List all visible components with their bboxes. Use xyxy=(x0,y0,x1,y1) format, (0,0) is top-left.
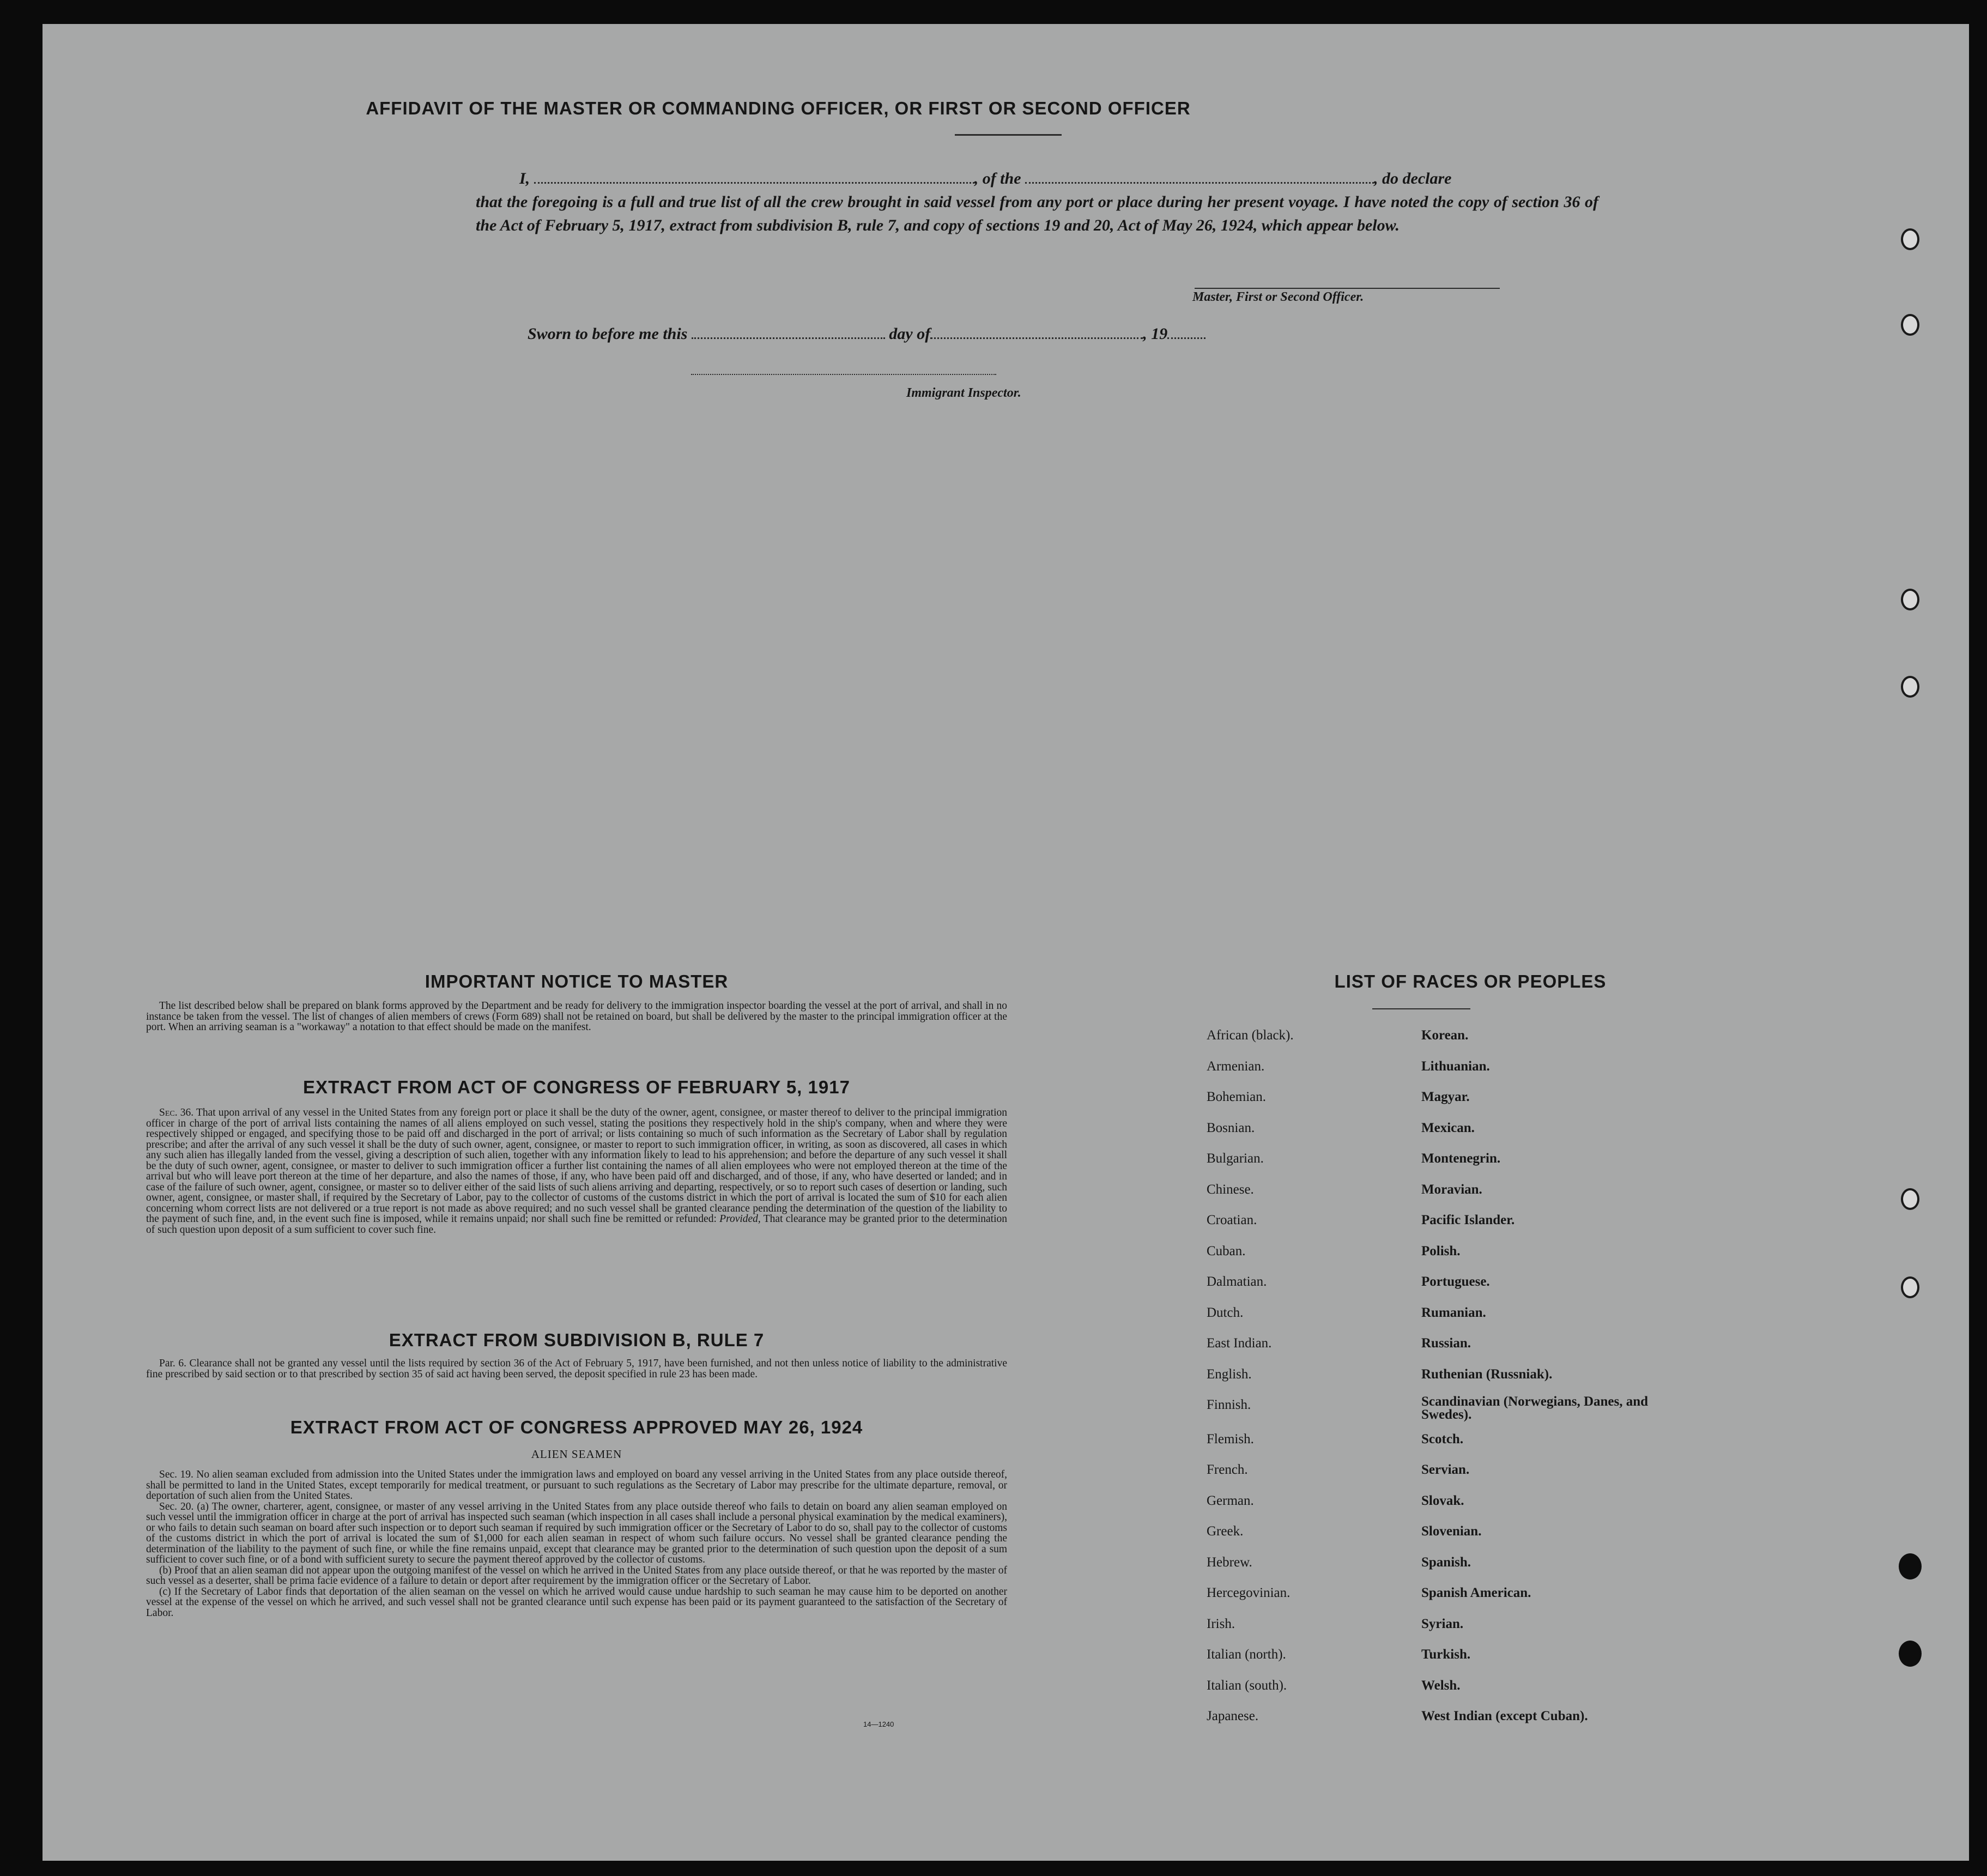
affidavit-of-the-label: , of the xyxy=(974,170,1021,187)
race-item: Moravian. xyxy=(1421,1182,1482,1197)
race-item: Servian. xyxy=(1421,1462,1470,1477)
race-item: Spanish American. xyxy=(1421,1585,1531,1600)
race-item: East Indian. xyxy=(1207,1336,1272,1351)
race-item: Slovak. xyxy=(1421,1493,1464,1508)
race-item: French. xyxy=(1207,1462,1248,1477)
race-item: Croatian. xyxy=(1207,1213,1257,1227)
race-item: Greek. xyxy=(1207,1524,1244,1539)
binder-hole xyxy=(1901,589,1919,610)
binder-hole xyxy=(1901,314,1919,336)
race-item: Magyar. xyxy=(1421,1090,1470,1104)
sworn-prefix: Sworn to before me this xyxy=(528,325,688,343)
binder-hole xyxy=(1899,1641,1922,1667)
notice-text-block xyxy=(146,1001,1007,1033)
vessel-blank xyxy=(1025,166,1374,184)
race-item: Scotch. xyxy=(1421,1431,1464,1447)
races-title: LIST OF RACES OR PEOPLES xyxy=(1334,971,1607,991)
extract-rule7-title: EXTRACT FROM SUBDIVISION B, RULE 7 xyxy=(389,1330,765,1350)
affidavit-title: AFFIDAVIT OF THE MASTER OR COMMANDING OFFICER, OR FIRST OR SECOND OFFICER xyxy=(366,98,1191,118)
race-item: Italian (north). xyxy=(1207,1647,1286,1662)
rule7-text: Par. 6. Clearance shall not be granted any vessel until the lists required by section 36 of the Act of February 5, 1917, have been furnished, and not then unless notice of liability to the administrative fine prescribed by said section or to that prescribed by section 35 of said act having been served, the deposit specified in rule 23 has been made. xyxy=(146,1358,1007,1380)
race-item: Dalmatian. xyxy=(1207,1274,1267,1289)
affidavit-declare-label: , do declare xyxy=(1374,170,1452,187)
affidavit-i-label: I, xyxy=(519,170,530,187)
extract-rule7-block xyxy=(146,1358,1007,1379)
sworn-day-label: day of xyxy=(889,325,931,343)
race-item: Montenegrin. xyxy=(1421,1151,1501,1166)
document-page xyxy=(43,24,1969,1861)
extract-1917-block xyxy=(146,1108,1007,1235)
race-item: Scandinavian (Norwegians, Danes, and Swedes). xyxy=(1421,1394,1649,1422)
race-item: Slovenian. xyxy=(1421,1524,1482,1539)
affidavit-body xyxy=(476,166,1598,237)
race-item: Bosnian. xyxy=(1207,1120,1255,1135)
sworn-month-blank xyxy=(930,321,1143,339)
race-item: Spanish. xyxy=(1421,1554,1471,1570)
race-item: Ruthenian (Russniak). xyxy=(1421,1366,1553,1382)
sworn-year-label: , 19 xyxy=(1143,325,1168,343)
sec-36-label: Sec. 36. xyxy=(159,1107,194,1118)
sec-36-text: That upon arrival of any vessel in the United States from any foreign port or place it shall be the duty of the owner, agent, consignee, or master thereof to deliver to the principal immigration officer in charge of the port of arrival lists containing the names of all aliens employed on such vessel, stating the positions they respectively hold in the ship's company, when and where they were respectively shipped or engaged, and specifying those to be paid off and discharged in the port of arrival; or lists containing so much of such information as the Secretary of Labor shall by regulation prescribe; and after the arrival of any such vessel it shall be the duty of such owner, agent, consignee, or master to report to such immigration officer, in writing, as soon as discovered, all cases in which any such alien has illegally landed from the vessel, giving a description of such alien, together with any information likely to lead to his apprehension; and before the departure of any such vessel it shall be the duty of such owner, agent, consignee, or master to deliver to such immigration officer a further list containing the names of all alien employees who were not employed thereon at the time of the arrival but who will leave port thereon at the time of her departure, and also the names of those, if any, who have been paid off and discharged, and of those, if any, who have deserted or landed; and in case of the failure of such owner, agent, consignee, or master so to deliver either of the said lists of such aliens arriving and departing, respectively, or so to report such cases of desertion or landing, such owner, agent, consignee, or master shall, if required by the Secretary of Labor, pay to the collector of customs of the customs district in which the port of arrival is located the sum of $10 for each alien concerning whom correct lists are not delivered or a true report is not made as above required; and no such vessel shall be granted clearance pending the determination of the question of the liability to the payment of such fine, and, in the event such fine is imposed, while it remains unpaid; nor shall such fine be remitted or refunded: xyxy=(146,1107,1007,1225)
race-item: Armenian. xyxy=(1207,1058,1265,1074)
master-signature-label: Master, First or Second Officer. xyxy=(1192,290,1364,304)
race-item: Korean. xyxy=(1421,1028,1469,1043)
race-item: Bulgarian. xyxy=(1207,1151,1264,1166)
sec-20a-text: Sec. 20. (a) The owner, charterer, agent, consignee, or master of any vessel arriving in the United States from any place outside thereof who fails to detain on board any alien seaman employed on such vessel until the immigration officer in charge at the port of arrival has inspected such seaman (which inspection in all cases shall include a personal physical examination by the medical examiners), or who fails to detain such seaman on board after such inspection or to deport such seaman if required by such immigration officer or the Secretary of Labor to do so, shall pay to the collector of customs of the customs district in which the port of arrival is located the sum of $1,000 for each alien seaman in respect of whom such failure occurs. No vessel shall be granted clearance pending the determination of the liability to the payment of such fine, or while the fine remains unpaid, except that clearance may be granted prior to the determination of such question upon the deposit of a sum sufficient to cover such fine, or of a bond with sufficient surety to secure the payment thereof approved by the collector of customs. xyxy=(146,1500,1007,1565)
binder-hole xyxy=(1901,1276,1919,1298)
race-item: Mexican. xyxy=(1421,1120,1475,1135)
race-item: Dutch. xyxy=(1207,1305,1244,1320)
provided-label: Provided, xyxy=(719,1213,761,1225)
affidavit-line-1 xyxy=(476,166,1598,190)
race-item: Irish. xyxy=(1207,1616,1235,1631)
alien-seamen-subtitle: ALIEN SEAMEN xyxy=(531,1448,622,1461)
name-blank xyxy=(534,166,974,184)
race-item: Italian (south). xyxy=(1207,1678,1287,1693)
race-item: Polish. xyxy=(1421,1243,1461,1258)
race-item: Flemish. xyxy=(1207,1431,1254,1447)
sec-20c-text: (c) If the Secretary of Labor finds that deportation of the alien seaman on the vessel on which he arrived would cause undue hardship to such seaman he may cause him to be deported on another vessel at the expense of the vessel on which he arrived, and such vessel shall not be granted clearance until such expense has been paid or its payment guaranteed to the satisfaction of the Secretary of Labor. xyxy=(146,1585,1007,1619)
race-item: Syrian. xyxy=(1421,1616,1464,1631)
race-item: West Indian (except Cuban). xyxy=(1421,1709,1588,1723)
race-item: Japanese. xyxy=(1207,1709,1259,1723)
binder-hole xyxy=(1901,228,1919,250)
affidavit-text: that the foregoing is a full and true list of all the crew brought in said vessel from any port or place during her present voyage. I have noted the copy of section 36 of the Act of February 5, 1917, extract from subdivision B, rule 7, and copy of sections 19 and 20, Act of May 26, 1924, which appear below. xyxy=(476,193,1598,234)
notice-text: The list described below shall be prepared on blank forms approved by the Department and be ready for delivery to the immigration inspector boarding the vessel at the port of arrival, and shall in no instance be taken from the vessel. The list of changes of alien members of crews (Form 689) shall not be retained on board, but shall be delivered by the master to the principal immigration officer at the port. When an arriving seaman is a "workaway" a notation to that effect should be made on the manifest. xyxy=(146,1000,1007,1033)
race-item: Chinese. xyxy=(1207,1182,1254,1197)
race-item: Hercegovinian. xyxy=(1207,1585,1291,1600)
inspector-signature-label: Immigrant Inspector. xyxy=(906,386,1021,400)
binder-hole xyxy=(1901,1188,1919,1210)
race-item: Lithuanian. xyxy=(1421,1058,1490,1074)
sec-20b-text: (b) Proof that an alien seaman did not appear upon the outgoing manifest of the vessel on which he arrived in the United States from any place outside thereof, or that he was reported by the master of such vessel as a deserter, shall be prima facie evidence of a failure to detain or deport after requirement by the immigration officer or the Secretary of Labor. xyxy=(146,1564,1007,1587)
extract-1917-title: EXTRACT FROM ACT OF CONGRESS OF FEBRUARY 5, 1917 xyxy=(303,1077,850,1097)
race-item: Pacific Islander. xyxy=(1421,1213,1515,1227)
notice-title: IMPORTANT NOTICE TO MASTER xyxy=(425,971,729,991)
race-item: Portuguese. xyxy=(1421,1274,1490,1289)
sec-19-text: Sec. 19. No alien seaman excluded from admission into the United States under the immigration laws and employed on board any vessel arriving in the United States from any place outside thereof, shall be permitted to land in the United States, except temporarily for medical treatment, or pursuant to such regulations as the Secretary of Labor may prescribe for the ultimate departure, removal, or deportation of such alien from the United States. xyxy=(146,1469,1007,1502)
race-item: Cuban. xyxy=(1207,1243,1246,1258)
race-item: Hebrew. xyxy=(1207,1554,1252,1570)
sworn-year-blank xyxy=(1167,321,1205,339)
title-divider xyxy=(955,134,1062,136)
race-item: German. xyxy=(1207,1493,1254,1508)
race-item: English. xyxy=(1207,1366,1252,1382)
sworn-day-blank xyxy=(692,321,885,339)
inspector-signature-line xyxy=(691,374,996,375)
race-item: Rumanian. xyxy=(1421,1305,1486,1320)
form-number: 14—1240 xyxy=(863,1720,894,1728)
binder-hole xyxy=(1899,1553,1922,1580)
race-item: Welsh. xyxy=(1421,1678,1461,1693)
binder-hole xyxy=(1901,676,1919,698)
extract-1924-block xyxy=(146,1469,1007,1618)
sworn-line xyxy=(528,321,1205,343)
sec-36-text-end: That clearance may be granted prior to the determination of such question upon deposit of a sum sufficient to cover such fine. xyxy=(146,1213,1008,1236)
race-item: African (black). xyxy=(1207,1028,1294,1043)
master-signature-line xyxy=(1195,288,1500,289)
race-item: Turkish. xyxy=(1421,1647,1471,1662)
race-item: Russian. xyxy=(1421,1336,1471,1351)
extract-1924-title: EXTRACT FROM ACT OF CONGRESS APPROVED MAY 26, 1924 xyxy=(290,1417,863,1437)
race-item: Bohemian. xyxy=(1207,1090,1267,1104)
race-item: Finnish. xyxy=(1207,1397,1251,1412)
races-divider xyxy=(1372,1008,1470,1009)
